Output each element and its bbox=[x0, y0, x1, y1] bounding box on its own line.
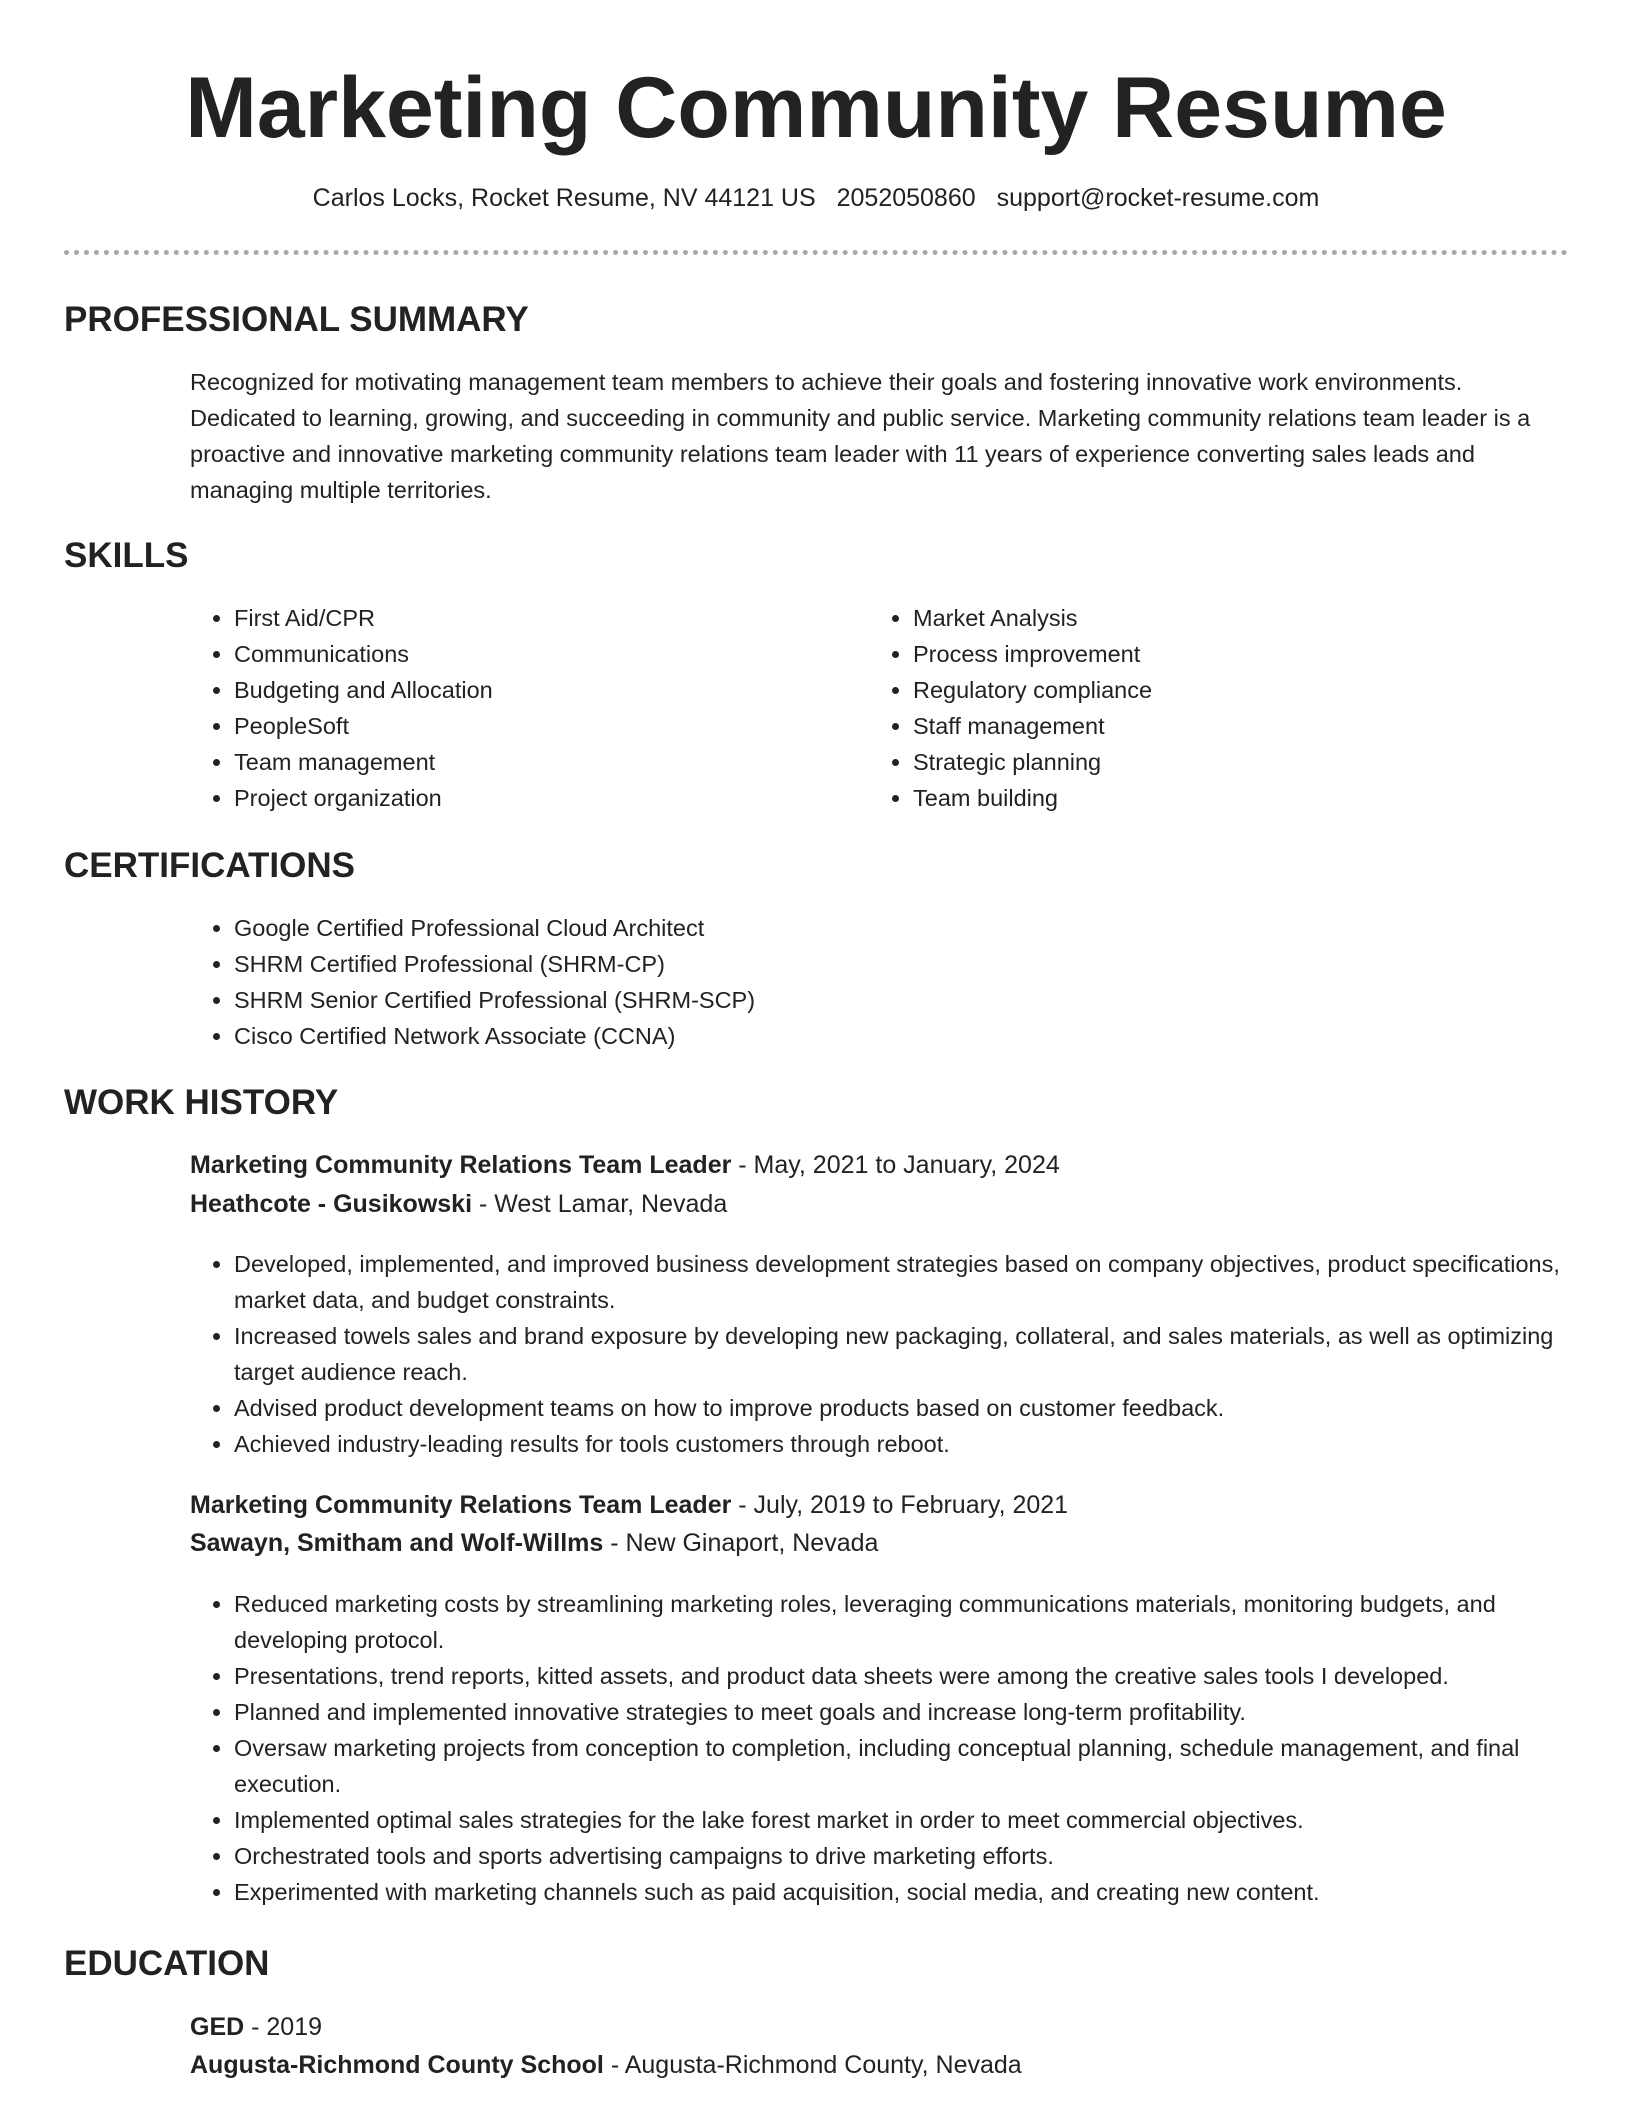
job-bullet: • Increased towels sales and brand exposure by developing new packaging, collateral, and sales materials, as well as optimizing target audience reach. bbox=[234, 1318, 1584, 1390]
education-location: - Augusta-Richmond County, Nevada bbox=[603, 2051, 1022, 2079]
skill-item: • Process improvement bbox=[913, 636, 1513, 672]
job-bullet: • Orchestrated tools and sports advertising campaigns to drive marketing efforts. bbox=[234, 1838, 1584, 1874]
certification-item: • SHRM Certified Professional (SHRM-CP) bbox=[234, 946, 1434, 982]
summary-text: Recognized for motivating management team members to achieve their goals and fostering innovative work environments. Dedicated to learning, growing, and succeeding in community and public service. Marketing community relations team leader is a proactive and innovative marketing community relations team leader with 11 years of experience converting sales leads and managing multiple territories. bbox=[190, 369, 1531, 503]
education-school: Augusta-Richmond County School bbox=[190, 2051, 604, 2079]
job-bullet: • Oversaw marketing projects from conception to completion, including conceptual planning, schedule management, and final execution. bbox=[234, 1730, 1584, 1802]
header-divider bbox=[64, 250, 1568, 255]
job-bullet: • Presentations, trend reports, kitted assets, and product data sheets were among the creative sales tools I developed. bbox=[234, 1658, 1584, 1694]
contact-address: Carlos Locks, Rocket Resume, NV 44121 US bbox=[312, 184, 816, 212]
job-bullets bbox=[190, 1586, 1584, 1910]
skill-item: • First Aid/CPR bbox=[234, 600, 834, 636]
job-title-line bbox=[190, 1486, 1068, 1524]
contact-phone: 2052050860 bbox=[836, 184, 976, 212]
skill-item: • Project organization bbox=[234, 780, 834, 816]
skill-item: • Strategic planning bbox=[913, 744, 1513, 780]
skills-heading: SKILLS bbox=[64, 536, 189, 575]
skills-list-right bbox=[869, 600, 1513, 816]
job-bullets bbox=[190, 1246, 1584, 1462]
skill-item: • Market Analysis bbox=[913, 600, 1513, 636]
job-company: Sawayn, Smitham and Wolf-Willms bbox=[190, 1529, 604, 1557]
job-bullet: • Planned and implemented innovative strategies to meet goals and increase long-term profitability. bbox=[234, 1694, 1584, 1730]
education-school-line bbox=[190, 2046, 1022, 2084]
certifications-heading: CERTIFICATIONS bbox=[64, 846, 356, 885]
job-dates: - July, 2019 to February, 2021 bbox=[731, 1491, 1069, 1519]
education-heading: EDUCATION bbox=[64, 1944, 270, 1983]
job-title: Marketing Community Relations Team Leader bbox=[190, 1151, 732, 1179]
certification-item: • Cisco Certified Network Associate (CCNA) bbox=[234, 1018, 1434, 1054]
skill-item: • Team management bbox=[234, 744, 834, 780]
job-bullet: • Reduced marketing costs by streamlining marketing roles, leveraging communications materials, monitoring budgets, and developing protocol. bbox=[234, 1586, 1584, 1658]
job-bullet: • Experimented with marketing channels such as paid acquisition, social media, and creating new content. bbox=[234, 1874, 1584, 1910]
job-bullet: • Developed, implemented, and improved business development strategies based on company objectives, product specifications, market data, and budget constraints. bbox=[234, 1246, 1584, 1318]
contact-email: support@rocket-resume.com bbox=[996, 184, 1320, 212]
skill-item: • Staff management bbox=[913, 708, 1513, 744]
skills-list-left bbox=[190, 600, 834, 816]
job-company: Heathcote - Gusikowski bbox=[190, 1190, 473, 1218]
contact-line bbox=[0, 180, 1632, 216]
skill-item: • PeopleSoft bbox=[234, 708, 834, 744]
certification-item: • Google Certified Professional Cloud Architect bbox=[234, 910, 1434, 946]
skill-item: • Team building bbox=[913, 780, 1513, 816]
job-dates: - May, 2021 to January, 2024 bbox=[731, 1151, 1060, 1179]
job-location: - West Lamar, Nevada bbox=[472, 1190, 728, 1218]
certification-item: • SHRM Senior Certified Professional (SHRM-SCP) bbox=[234, 982, 1434, 1018]
job-title-line bbox=[190, 1146, 1060, 1184]
job-company-line bbox=[190, 1524, 878, 1562]
certifications-list bbox=[190, 910, 1434, 1054]
job-bullet: • Implemented optimal sales strategies for the lake forest market in order to meet commercial objectives. bbox=[234, 1802, 1584, 1838]
summary-heading: PROFESSIONAL SUMMARY bbox=[64, 300, 529, 339]
job-bullet: • Achieved industry-leading results for tools customers through reboot. bbox=[234, 1426, 1584, 1462]
education-year: - 2019 bbox=[244, 2013, 323, 2041]
education-degree-line bbox=[190, 2008, 322, 2046]
work-history-heading: WORK HISTORY bbox=[64, 1083, 339, 1122]
job-company-line bbox=[190, 1185, 727, 1223]
job-location: - New Ginaport, Nevada bbox=[603, 1529, 879, 1557]
skill-item: • Communications bbox=[234, 636, 834, 672]
skill-item: • Regulatory compliance bbox=[913, 672, 1513, 708]
education-degree: GED bbox=[190, 2013, 245, 2041]
job-title: Marketing Community Relations Team Leader bbox=[190, 1491, 732, 1519]
job-bullet: • Advised product development teams on how to improve products based on customer feedback. bbox=[234, 1390, 1584, 1426]
resume-title: Marketing Community Resume bbox=[185, 60, 1447, 156]
skill-item: • Budgeting and Allocation bbox=[234, 672, 834, 708]
